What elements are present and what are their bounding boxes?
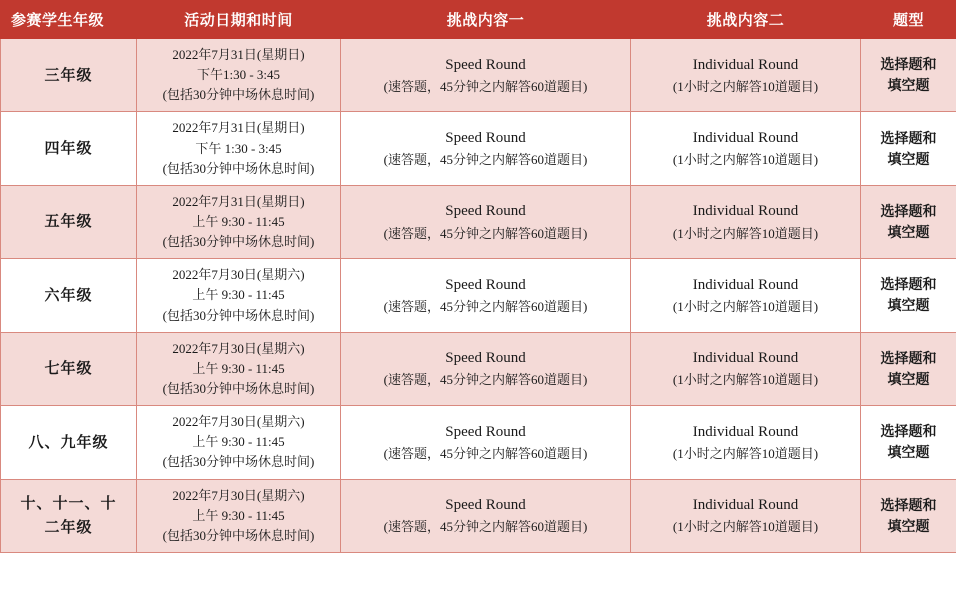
question-type-line-1: 选择题和 xyxy=(880,56,937,73)
cell-challenge-one xyxy=(341,112,631,185)
cell-grade: 五年级 xyxy=(1,185,137,258)
cell-question-type xyxy=(861,39,956,112)
datetime-time: 下午1:30 - 3:45 xyxy=(196,67,281,83)
datetime-date: 2022年7月30日(星期六) xyxy=(172,267,305,283)
cell-challenge-one xyxy=(341,406,631,479)
datetime-break: (包括30分钟中场休息时间) xyxy=(162,527,315,543)
challenge-one-note: (速答题，45分钟之内解答60道题目) xyxy=(383,519,588,535)
cell-datetime xyxy=(137,332,341,405)
cell-datetime xyxy=(137,479,341,552)
datetime-date: 2022年7月30日(星期六) xyxy=(172,340,305,356)
cell-question-type xyxy=(861,406,956,479)
cell-datetime xyxy=(137,112,341,185)
challenge-one-note: (速答题，45分钟之内解答60道题目) xyxy=(383,299,588,315)
cell-challenge-two xyxy=(631,39,861,112)
cell-datetime xyxy=(137,406,341,479)
cell-datetime xyxy=(137,259,341,332)
question-type-line-1: 选择题和 xyxy=(880,496,937,513)
challenge-two-title: Individual Round xyxy=(692,497,799,514)
cell-challenge-two xyxy=(631,406,861,479)
challenge-two-note: (1小时之内解答10道题目) xyxy=(672,225,819,241)
cell-grade: 四年级 xyxy=(1,112,137,185)
cell-challenge-two xyxy=(631,259,861,332)
table-row xyxy=(1,185,956,258)
cell-question-type xyxy=(861,185,956,258)
cell-question-type xyxy=(861,332,956,405)
challenge-one-title: Speed Round xyxy=(445,56,526,73)
cell-challenge-one xyxy=(341,39,631,112)
datetime-date: 2022年7月30日(星期六) xyxy=(172,414,305,430)
question-type-line-1: 选择题和 xyxy=(880,276,937,293)
question-type-line-2: 填空题 xyxy=(887,150,930,167)
datetime-date: 2022年7月30日(星期六) xyxy=(172,487,305,503)
challenge-one-title: Speed Round xyxy=(445,203,526,220)
question-type-line-2: 填空题 xyxy=(887,517,930,534)
grade-line-1: 十、十一、十 xyxy=(20,495,117,513)
table-row xyxy=(1,332,956,405)
question-type-line-2: 填空题 xyxy=(887,77,930,94)
column-header-question-type: 题型 xyxy=(861,1,956,39)
cell-challenge-one xyxy=(341,259,631,332)
challenge-one-title: Speed Round xyxy=(445,276,526,293)
datetime-date: 2022年7月31日(星期日) xyxy=(172,193,305,209)
cell-challenge-one xyxy=(341,332,631,405)
challenge-two-note: (1小时之内解答10道题目) xyxy=(672,152,819,168)
challenge-one-title: Speed Round xyxy=(445,423,526,440)
datetime-time: 上午 9:30 - 11:45 xyxy=(192,213,285,229)
challenge-one-note: (速答题，45分钟之内解答60道题目) xyxy=(383,78,588,94)
table-row xyxy=(1,259,956,332)
question-type-line-1: 选择题和 xyxy=(880,423,937,440)
cell-challenge-one xyxy=(341,479,631,552)
cell-question-type xyxy=(861,259,956,332)
cell-grade: 六年级 xyxy=(1,259,137,332)
grade-line-2: 二年级 xyxy=(44,518,93,536)
cell-question-type xyxy=(861,479,956,552)
datetime-break: (包括30分钟中场休息时间) xyxy=(162,87,315,103)
challenge-one-note: (速答题，45分钟之内解答60道题目) xyxy=(383,225,588,241)
datetime-break: (包括30分钟中场休息时间) xyxy=(162,307,315,323)
table-row xyxy=(1,39,956,112)
question-type-line-2: 填空题 xyxy=(887,224,930,241)
datetime-time: 上午 9:30 - 11:45 xyxy=(192,434,285,450)
datetime-break: (包括30分钟中场休息时间) xyxy=(162,234,315,250)
challenge-one-note: (速答题，45分钟之内解答60道题目) xyxy=(383,445,588,461)
challenge-one-title: Speed Round xyxy=(445,497,526,514)
datetime-time: 上午 9:30 - 11:45 xyxy=(192,507,285,523)
column-header-challenge-two: 挑战内容二 xyxy=(631,1,861,39)
challenge-two-title: Individual Round xyxy=(692,423,799,440)
table-body xyxy=(1,39,956,553)
column-header-grade: 参赛学生年级 xyxy=(1,1,137,39)
question-type-line-1: 选择题和 xyxy=(880,203,937,220)
challenge-one-note: (速答题，45分钟之内解答60道题目) xyxy=(383,152,588,168)
table-row xyxy=(1,479,956,552)
challenge-two-title: Individual Round xyxy=(692,276,799,293)
cell-datetime xyxy=(137,185,341,258)
datetime-time: 上午 9:30 - 11:45 xyxy=(192,287,285,303)
table-row xyxy=(1,406,956,479)
challenge-two-title: Individual Round xyxy=(692,129,799,146)
table-header xyxy=(1,1,956,39)
challenge-two-title: Individual Round xyxy=(692,350,799,367)
challenge-two-title: Individual Round xyxy=(692,56,799,73)
challenge-one-title: Speed Round xyxy=(445,350,526,367)
cell-grade xyxy=(1,479,137,552)
challenge-two-note: (1小时之内解答10道题目) xyxy=(672,78,819,94)
challenge-two-title: Individual Round xyxy=(692,203,799,220)
datetime-break: (包括30分钟中场休息时间) xyxy=(162,454,315,470)
question-type-line-1: 选择题和 xyxy=(880,129,937,146)
question-type-line-2: 填空题 xyxy=(887,370,930,387)
datetime-time: 上午 9:30 - 11:45 xyxy=(192,360,285,376)
datetime-time: 下午 1:30 - 3:45 xyxy=(195,140,282,156)
datetime-date: 2022年7月31日(星期日) xyxy=(172,120,305,136)
question-type-line-1: 选择题和 xyxy=(880,349,937,366)
question-type-line-2: 填空题 xyxy=(887,297,930,314)
challenge-two-note: (1小时之内解答10道题目) xyxy=(672,299,819,315)
cell-challenge-two xyxy=(631,332,861,405)
cell-challenge-two xyxy=(631,112,861,185)
table-row xyxy=(1,112,956,185)
cell-challenge-two xyxy=(631,479,861,552)
challenge-one-note: (速答题，45分钟之内解答60道题目) xyxy=(383,372,588,388)
column-header-challenge-one: 挑战内容一 xyxy=(341,1,631,39)
datetime-break: (包括30分钟中场休息时间) xyxy=(162,380,315,396)
cell-grade: 八、九年级 xyxy=(1,406,137,479)
datetime-date: 2022年7月31日(星期日) xyxy=(172,47,305,62)
cell-question-type xyxy=(861,112,956,185)
challenge-two-note: (1小时之内解答10道题目) xyxy=(672,445,819,461)
challenge-two-note: (1小时之内解答10道题目) xyxy=(672,372,819,388)
challenge-two-note: (1小时之内解答10道题目) xyxy=(672,519,819,535)
column-header-datetime: 活动日期和时间 xyxy=(137,1,341,39)
table-header-row xyxy=(1,1,956,39)
cell-grade: 七年级 xyxy=(1,332,137,405)
question-type-line-2: 填空题 xyxy=(887,444,930,461)
datetime-break: (包括30分钟中场休息时间) xyxy=(162,160,315,176)
cell-datetime xyxy=(137,39,341,112)
cell-grade: 三年级 xyxy=(1,39,137,112)
challenge-one-title: Speed Round xyxy=(445,129,526,146)
cell-challenge-one xyxy=(341,185,631,258)
cell-challenge-two xyxy=(631,185,861,258)
